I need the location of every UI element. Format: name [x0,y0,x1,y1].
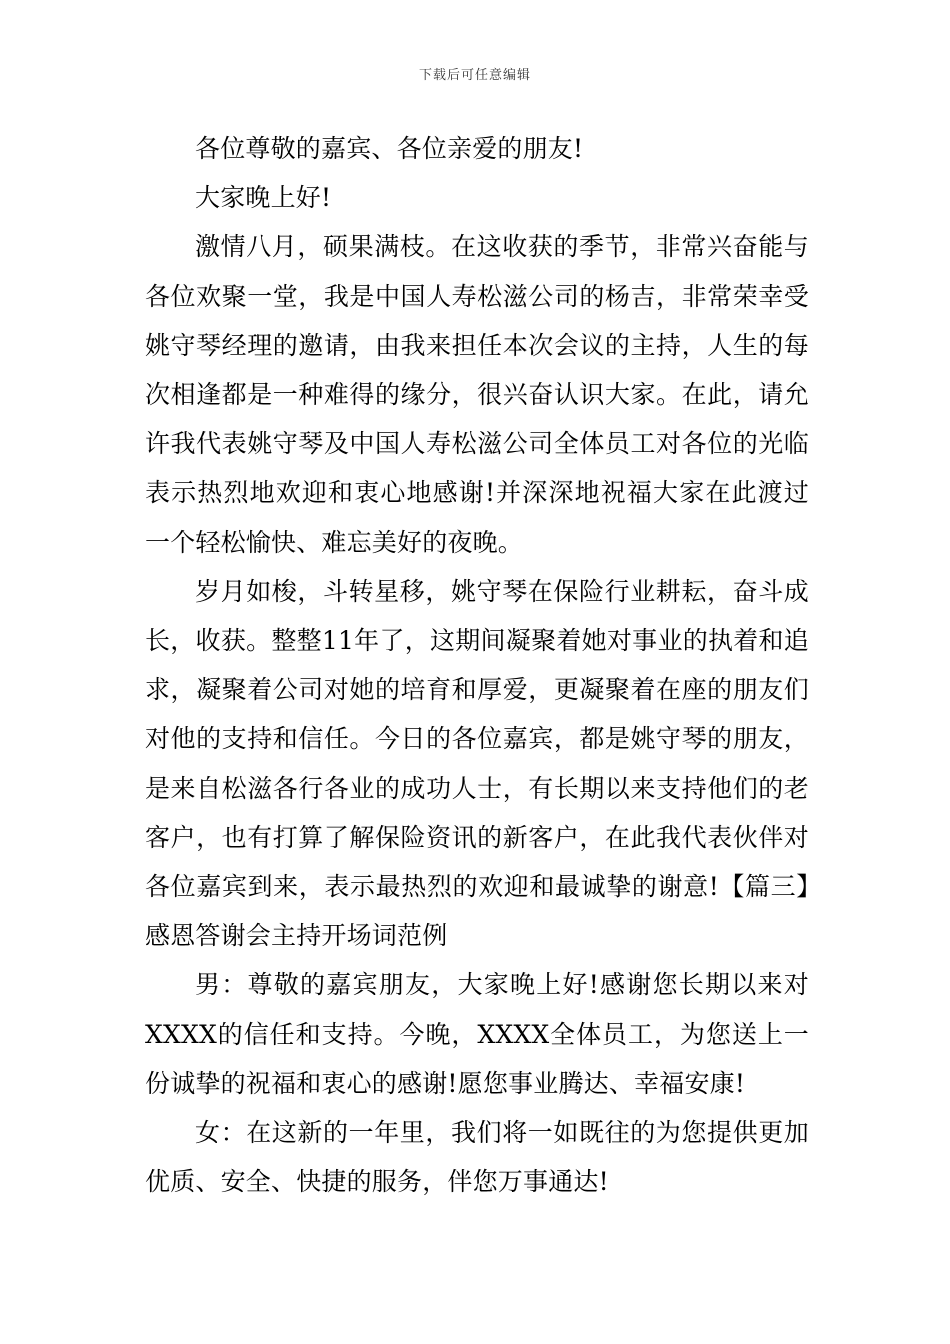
paragraph-male-host: 男：尊敬的嘉宾朋友，大家晚上好!感谢您长期以来对XXXX的信任和支持。今晚，XXXX全体员工，为您送上一份诚挚的祝福和衷心的感谢!愿您事业腾达、幸福安康! [145,970,809,1098]
paragraph-female-host: 女：在这新的一年里，我们将一如既往的为您提供更加优质、安全、快捷的服务，伴您万事通达! [145,1118,809,1197]
paragraph-welcome: 激情八月，硕果满枝。在这收获的季节，非常兴奋能与各位欢聚一堂，我是中国人寿松滋公司的杨吉，非常荣幸受姚守琴经理的邀请，由我来担任本次会议的主持，人生的每次相逢都是一种难得的缘分，很兴奋认识大家。在此，请允许我代表姚守琴及中国人寿松滋公司全体员工对各位的光临表示热烈地欢迎和衷心地感谢!并深深地祝福大家在此渡过一个轻松愉快、难忘美好的夜晚。 [145,232,809,557]
document-body [145,124,809,1206]
paragraph-career: 岁月如梭，斗转星移，姚守琴在保险行业耕耘，奋斗成长，收获。整整11年了，这期间凝聚着她对事业的执着和追求，凝聚着公司对她的培育和厚爱，更凝聚着在座的朋友们对他的支持和信任。今日的各位嘉宾，都是姚守琴的朋友，是来自松滋各行各业的成功人士，有长期以来支持他们的老客户，也有打算了解保险资讯的新客户，在此我代表伙伴对各位嘉宾到来，表示最热烈的欢迎和最诚挚的谢意!【篇三】感恩答谢会主持开场词范例 [145,576,809,951]
paragraph-good-evening: 大家晚上好! [195,183,332,213]
paragraph-greeting: 各位尊敬的嘉宾、各位亲爱的朋友! [195,134,584,163]
header-note: 下载后可任意编辑 [418,68,531,83]
